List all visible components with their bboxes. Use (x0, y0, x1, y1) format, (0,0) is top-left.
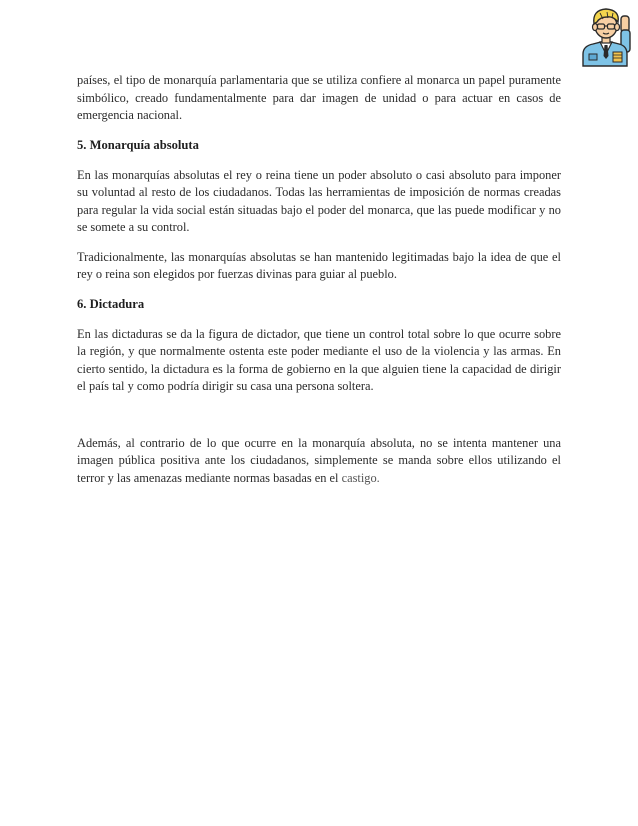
paragraph-dictadura-2 (77, 435, 561, 488)
heading-dictadura: 6. Dictadura (77, 296, 145, 311)
teacher-avatar-icon (577, 4, 635, 68)
document-body (77, 72, 561, 487)
paragraph-intro: países, el tipo de monarquía parlamentaria que se utiliza confiere al monarca un papel puramente simbólico, creado fundamentalmente para dar imagen de unidad o para actuar en casos de emergencia nacional. (77, 73, 561, 122)
paragraph-monarquia-absoluta-1: En las monarquías absolutas el rey o reina tiene un poder absoluto o casi absoluto para imponer su voluntad al resto de los ciudadanos. Todas las herramientas de imposición de normas creadas para regular la vida social están situadas bajo el poder del monarca, que las puede modificar y no se somete a su control. (77, 167, 561, 234)
heading-monarquia-absoluta: 5. Monarquía absoluta (77, 137, 199, 152)
paragraph-monarquia-absoluta-2: Tradicionalmente, las monarquías absolutas se han mantenido legitimadas bajo la idea de que el rey o reina son elegidos por fuerzas divinas para guiar al pueblo. (77, 249, 561, 281)
paragraph-dictadura-2-last-word: castigo. (341, 470, 380, 485)
paragraph-dictadura-1: En las dictaduras se da la figura de dictador, que tiene un control total sobre lo que ocurre sobre la región, y que normalmente ostenta este poder mediante el uso de la violencia y las armas. En cierto sentido, la dictadura es la forma de gobierno en la que alguien tiene la capacidad de dirigir el país tal y como podría dirigir su casa una persona soltera. (77, 326, 561, 393)
paragraph-dictadura-2-text: Además, al contrario de lo que ocurre en la monarquía absoluta, no se intenta mantener una imagen pública positiva ante los ciudadanos, simplemente se manda sobre ellos utilizando el terror y las amenazas mediante normas basadas en el (77, 435, 561, 485)
